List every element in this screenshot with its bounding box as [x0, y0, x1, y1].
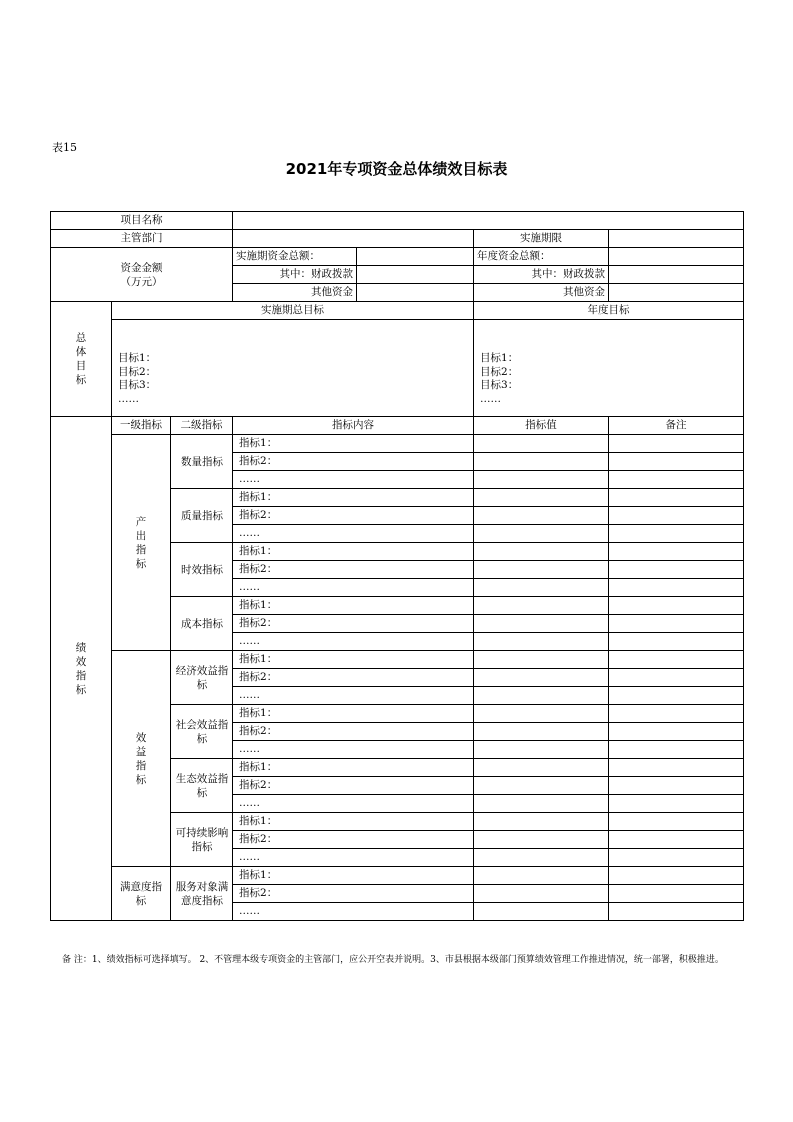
indicator-remark-cell[interactable] — [609, 723, 744, 741]
indicator-content-cell[interactable]: 指标2： — [233, 453, 474, 471]
indicator-content-cell[interactable]: …… — [233, 633, 474, 651]
funds-title: 资金金额 — [120, 261, 163, 274]
indicator-content-cell[interactable]: 指标2： — [233, 777, 474, 795]
level1-indicator: 满意度指标 — [112, 867, 171, 921]
indicator-remark-cell[interactable] — [609, 669, 744, 687]
indicator-value-cell[interactable] — [474, 579, 609, 597]
indicator-remark-cell[interactable] — [609, 903, 744, 921]
overall-goal-label: 总体目标 — [51, 302, 112, 417]
indicator-value-cell[interactable] — [474, 471, 609, 489]
indicator-content-cell[interactable]: 指标2： — [233, 507, 474, 525]
indicator-value-cell[interactable] — [474, 885, 609, 903]
indicator-remark-cell[interactable] — [609, 867, 744, 885]
indicator-value-cell[interactable] — [474, 651, 609, 669]
indicator-value-cell[interactable] — [474, 903, 609, 921]
level2-indicator: 服务对象满意度指标 — [171, 867, 233, 921]
indicator-remark-cell[interactable] — [609, 741, 744, 759]
level2-indicator: 经济效益指标 — [171, 651, 233, 705]
other-funds-field-period[interactable] — [357, 284, 474, 302]
indicator-remark-cell[interactable] — [609, 579, 744, 597]
indicator-content-cell[interactable]: …… — [233, 579, 474, 597]
indicator-row — [51, 435, 744, 453]
level1-indicator: 效益指标 — [112, 651, 171, 867]
indicator-content-cell[interactable]: 指标2： — [233, 831, 474, 849]
period-goal-field[interactable] — [112, 320, 474, 417]
indicator-value-cell[interactable] — [474, 867, 609, 885]
total-funds-label: 实施期资金总额： — [233, 248, 357, 266]
table-number: 表15 — [52, 141, 77, 154]
annual-goal-field[interactable] — [474, 320, 744, 417]
funds-unit: （万元） — [120, 275, 163, 288]
indicator-remark-cell[interactable] — [609, 507, 744, 525]
annual-funds-label: 年度资金总额： — [474, 248, 609, 266]
indicator-remark-cell[interactable] — [609, 849, 744, 867]
indicator-remark-cell[interactable] — [609, 795, 744, 813]
annual-funds-field[interactable] — [609, 248, 744, 266]
funds-label — [51, 248, 233, 302]
level2-indicator: 时效指标 — [171, 543, 233, 597]
indicator-value-cell[interactable] — [474, 597, 609, 615]
indicator-value-cell[interactable] — [474, 795, 609, 813]
indicator-value-cell[interactable] — [474, 489, 609, 507]
indicator-content-cell[interactable]: …… — [233, 795, 474, 813]
annual-goal-1: 目标1： — [480, 352, 519, 364]
fiscal-label-period: 其中：财政拨款 — [233, 266, 357, 284]
indicator-content-cell[interactable]: 指标1： — [233, 435, 474, 453]
indicator-value-cell[interactable] — [474, 615, 609, 633]
indicator-value-cell[interactable] — [474, 813, 609, 831]
indicator-remark-cell[interactable] — [609, 435, 744, 453]
level2-indicator: 成本指标 — [171, 597, 233, 651]
indicator-value-cell[interactable] — [474, 705, 609, 723]
period-goal-more: …… — [118, 392, 139, 405]
indicator-row — [51, 651, 744, 669]
annual-goal-2: 目标2： — [480, 365, 519, 378]
level2-indicator: 质量指标 — [171, 489, 233, 543]
level2-indicator: 可持续影响指标 — [171, 813, 233, 867]
indicator-remark-cell[interactable] — [609, 543, 744, 561]
indicator-content-cell[interactable]: 指标2： — [233, 885, 474, 903]
indicator-content-cell[interactable]: …… — [233, 741, 474, 759]
indicator-remark-cell[interactable] — [609, 633, 744, 651]
indicator-value-cell[interactable] — [474, 633, 609, 651]
other-funds-field-annual[interactable] — [609, 284, 744, 302]
indicator-content-cell[interactable]: 指标1： — [233, 705, 474, 723]
indicator-value-cell[interactable] — [474, 525, 609, 543]
level1-indicator: 产出指标 — [112, 435, 171, 651]
indicator-content-cell[interactable]: 指标1： — [233, 489, 474, 507]
performance-indicators-label: 绩效指标 — [51, 417, 112, 921]
indicator-content-cell[interactable]: …… — [233, 687, 474, 705]
project-name-field[interactable] — [233, 212, 744, 230]
indicator-row — [51, 867, 744, 885]
indicator-content-cell[interactable]: …… — [233, 471, 474, 489]
indicator-value-cell[interactable] — [474, 669, 609, 687]
indicator-content-cell[interactable]: 指标1： — [233, 543, 474, 561]
performance-goal-table — [50, 211, 744, 921]
indicator-content-cell[interactable]: 指标1： — [233, 597, 474, 615]
indicator-value-cell[interactable] — [474, 561, 609, 579]
indicator-remark-cell[interactable] — [609, 561, 744, 579]
period-goal-3: 目标3： — [118, 379, 157, 391]
period-field[interactable] — [609, 230, 744, 248]
col-remark-header: 备注 — [609, 417, 744, 435]
indicator-value-cell[interactable] — [474, 831, 609, 849]
indicator-remark-cell[interactable] — [609, 813, 744, 831]
indicator-value-cell[interactable] — [474, 543, 609, 561]
indicator-remark-cell[interactable] — [609, 453, 744, 471]
indicator-value-cell[interactable] — [474, 759, 609, 777]
indicator-value-cell[interactable] — [474, 453, 609, 471]
fiscal-field-period[interactable] — [357, 266, 474, 284]
indicator-remark-cell[interactable] — [609, 831, 744, 849]
dept-label: 主管部门 — [51, 230, 233, 248]
page-title: 2021年专项资金总体绩效目标表 — [285, 160, 508, 178]
indicator-remark-cell[interactable] — [609, 705, 744, 723]
indicator-remark-cell[interactable] — [609, 759, 744, 777]
indicator-content-cell[interactable]: 指标1： — [233, 813, 474, 831]
indicator-value-cell[interactable] — [474, 723, 609, 741]
indicator-remark-cell[interactable] — [609, 471, 744, 489]
annual-goal-3: 目标3： — [480, 379, 519, 391]
annual-goal-header: 年度目标 — [474, 302, 744, 320]
indicator-content-cell[interactable]: 指标1： — [233, 867, 474, 885]
indicator-value-cell[interactable] — [474, 777, 609, 795]
col-content-header: 指标内容 — [233, 417, 474, 435]
indicator-remark-cell[interactable] — [609, 615, 744, 633]
col-level1-header: 一级指标 — [112, 417, 171, 435]
indicator-content-cell[interactable]: …… — [233, 903, 474, 921]
dept-field[interactable] — [233, 230, 474, 248]
other-funds-label-period: 其他资金 — [233, 284, 357, 302]
other-funds-label-annual: 其他资金 — [474, 284, 609, 302]
col-value-header: 指标值 — [474, 417, 609, 435]
indicator-value-cell[interactable] — [474, 435, 609, 453]
indicator-value-cell[interactable] — [474, 849, 609, 867]
indicator-remark-cell[interactable] — [609, 777, 744, 795]
total-funds-field[interactable] — [357, 248, 474, 266]
indicator-remark-cell[interactable] — [609, 687, 744, 705]
indicator-remark-cell[interactable] — [609, 597, 744, 615]
indicator-content-cell[interactable]: 指标1： — [233, 759, 474, 777]
indicator-value-cell[interactable] — [474, 687, 609, 705]
indicator-value-cell[interactable] — [474, 507, 609, 525]
fiscal-field-annual[interactable] — [609, 266, 744, 284]
level2-indicator: 社会效益指标 — [171, 705, 233, 759]
indicator-content-cell[interactable]: …… — [233, 849, 474, 867]
indicator-remark-cell[interactable] — [609, 885, 744, 903]
fiscal-label-annual: 其中：财政拨款 — [474, 266, 609, 284]
indicator-content-cell[interactable]: 指标1： — [233, 651, 474, 669]
period-goal-1: 目标1： — [118, 352, 157, 364]
footnote: 备 注：1、绩效指标可选择填写。 2、不管理本级专项资金的主管部门，应公开空表并说明。3、市县根据本级部门预算绩效管理工作推进情况，统一部署，积极推进。 — [62, 955, 724, 965]
indicator-value-cell[interactable] — [474, 741, 609, 759]
indicator-content-cell[interactable]: 指标2： — [233, 669, 474, 687]
indicator-content-cell[interactable]: 指标2： — [233, 615, 474, 633]
period-label: 实施期限 — [474, 230, 609, 248]
indicator-remark-cell[interactable] — [609, 651, 744, 669]
project-name-label: 项目名称 — [51, 212, 233, 230]
annual-goal-more: …… — [480, 392, 502, 405]
period-goal-2: 目标2： — [118, 365, 157, 378]
indicator-content-cell[interactable]: 指标2： — [233, 561, 474, 579]
col-level2-header: 二级指标 — [171, 417, 233, 435]
indicator-remark-cell[interactable] — [609, 525, 744, 543]
indicator-content-cell[interactable]: 指标2： — [233, 723, 474, 741]
indicator-content-cell[interactable]: …… — [233, 525, 474, 543]
level2-indicator: 生态效益指标 — [171, 759, 233, 813]
level2-indicator: 数量指标 — [171, 435, 233, 489]
period-goal-header: 实施期总目标 — [112, 302, 474, 320]
indicator-remark-cell[interactable] — [609, 489, 744, 507]
